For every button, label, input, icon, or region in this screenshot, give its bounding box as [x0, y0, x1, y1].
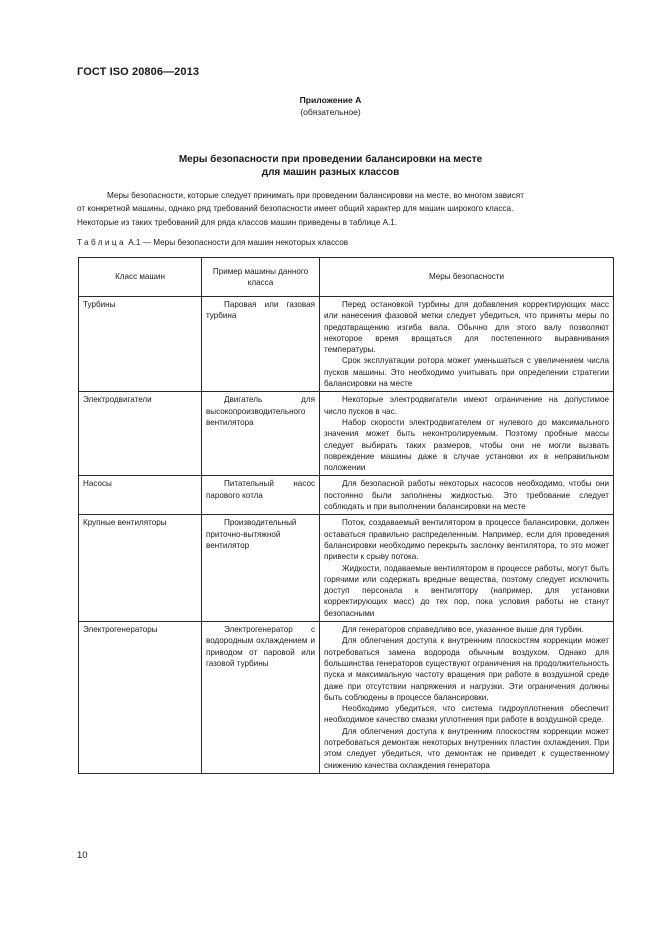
document-code: ГОСТ ISO 20806—2013 — [77, 66, 200, 78]
measure-paragraph: Перед остановкой турбины для добавления корректирующих масс или нанесения фазовой метки следует убедиться, что приняты меры по предотвращению изгиба вала. Обычно для этого валу позволяют некоторое время вращаться для постепенного выравнивания температуры. — [324, 300, 609, 355]
example-cell: Электрогенератор с водородным охлаждением и приводом от паровой или газовой турбины — [202, 622, 320, 774]
measures-cell — [320, 476, 614, 515]
table-row — [79, 297, 614, 392]
machine-class-cell: Электрогенераторы — [79, 622, 202, 774]
measures-cell — [320, 622, 614, 774]
machine-class-cell: Крупные вентиляторы — [79, 515, 202, 622]
machine-class-cell: Турбины — [79, 297, 202, 392]
measure-paragraph: Для безопасной работы некоторых насосов необходимо, чтобы они постоянно были заполнены жидкостью. Это требование следует соблюдать и при выполнении балансировки на месте — [324, 479, 609, 512]
example-cell: Питательный насос парового котла — [202, 476, 320, 515]
column-header-machine-class: Класс машин — [79, 258, 202, 297]
machine-class-cell: Электродвигатели — [79, 392, 202, 476]
intro-paragraph-1-line-2: от конкретной машины, однако ряд требований безопасности имеет общий характер для машин широкого класса. — [77, 204, 514, 214]
measures-cell — [320, 297, 614, 392]
measure-paragraph: Поток, создаваемый вентилятором в процессе балансировки, должен оставаться правильно распределенным. Например, если для проведения балансировки необходимо перекрыть заслонку вентилятора, то это может привести к срыву потока. — [324, 518, 609, 562]
measure-paragraph: Для облегчения доступа к внутренним плоскостям коррекции может потребоваться замена водорода обычным воздухом. Однако для большинства генераторов существуют ограничения на продолжительность пуска и максимальную частоту вращения при работе в воздушной среде даже при отсутствии напряжения и нагрузки. Эти ограничения должны быть соблюдены в процессе балансировки. — [324, 636, 609, 702]
table-row — [79, 476, 614, 515]
table-row — [79, 392, 614, 476]
page-number: 10 — [77, 850, 88, 861]
measure-paragraph: Необходимо убедиться, что система гидроуплотнения обеспечит необходимое качество смазки уплотнения при работе в воздушной среде. — [324, 704, 609, 725]
measure-paragraph: Некоторые электродвигатели имеют ограничение на допустимое число пусков в час. — [324, 395, 609, 416]
measure-paragraph: Для генераторов справедливо все, указанное выше для турбин. — [342, 625, 584, 635]
table-header-row — [79, 258, 614, 297]
measure-paragraph: Жидкости, подаваемые вентилятором в процессе работы, могут быть горячими или содержать вредные вещества, поэтому следует исключить доступ персонала к вентилятору (например, для установки корректирующих масс) до тех пор, пока условия работы не станут безопасными — [324, 563, 609, 618]
measure-paragraph: Для облегчения доступа к внутренним плоскостям коррекции может потребоваться демонтаж некоторых внутренних пластин охлаждения. При этом следует убедиться, что демонтаж не приведет к существенному снижению качества охлаждения генератора — [324, 726, 609, 770]
measures-cell — [320, 515, 614, 622]
machine-class-cell: Насосы — [79, 476, 202, 515]
measure-paragraph: Срок эксплуатации ротора может уменьшаться с увеличением числа пусков машины. Это необходимо учитывать при определении стратегии балансировки на месте — [324, 356, 609, 389]
column-header-measures: Меры безопасности — [320, 258, 614, 297]
measures-cell — [320, 392, 614, 476]
annex-status: (обязательное) — [300, 107, 361, 117]
table-caption-label: Таблица — [77, 238, 126, 247]
section-heading-line-1: Меры безопасности при проведении балансировки на месте — [178, 154, 483, 165]
annex-title: Приложение А — [299, 95, 362, 105]
example-cell: Паровая или газовая турбина — [202, 297, 320, 392]
measure-paragraph: Набор скорости электродвигателем от нулевого до максимального значения может быть неконтролируемым. Поэтому пробные массы следует выбирать таких размеров, чтобы они не могли вызвать повреждение машины даже в случае установки их в неправильном положении — [324, 417, 609, 473]
section-heading-line-2: для машин разных классов — [261, 167, 400, 178]
example-cell: Двигатель для высокопроизводительного вентилятора — [202, 392, 320, 476]
example-cell: Производительный приточно-вытяжной вентилятор — [202, 515, 320, 622]
safety-measures-table — [78, 257, 614, 774]
intro-text — [77, 189, 613, 229]
column-header-example: Пример машины данного класса — [202, 258, 320, 297]
intro-paragraph-2: Некоторые из таких требований для ряда классов машин приведены в таблице А.1. — [77, 217, 398, 227]
intro-paragraph-1-line-1: Меры безопасности, которые следует принимать при проведении балансировки на месте, во многом зависят — [107, 191, 524, 200]
table-caption — [77, 238, 348, 247]
table-row — [79, 515, 614, 622]
table-caption-text: А.1 — Меры безопасности для машин некоторых классов — [128, 238, 349, 247]
table-row — [79, 622, 614, 774]
